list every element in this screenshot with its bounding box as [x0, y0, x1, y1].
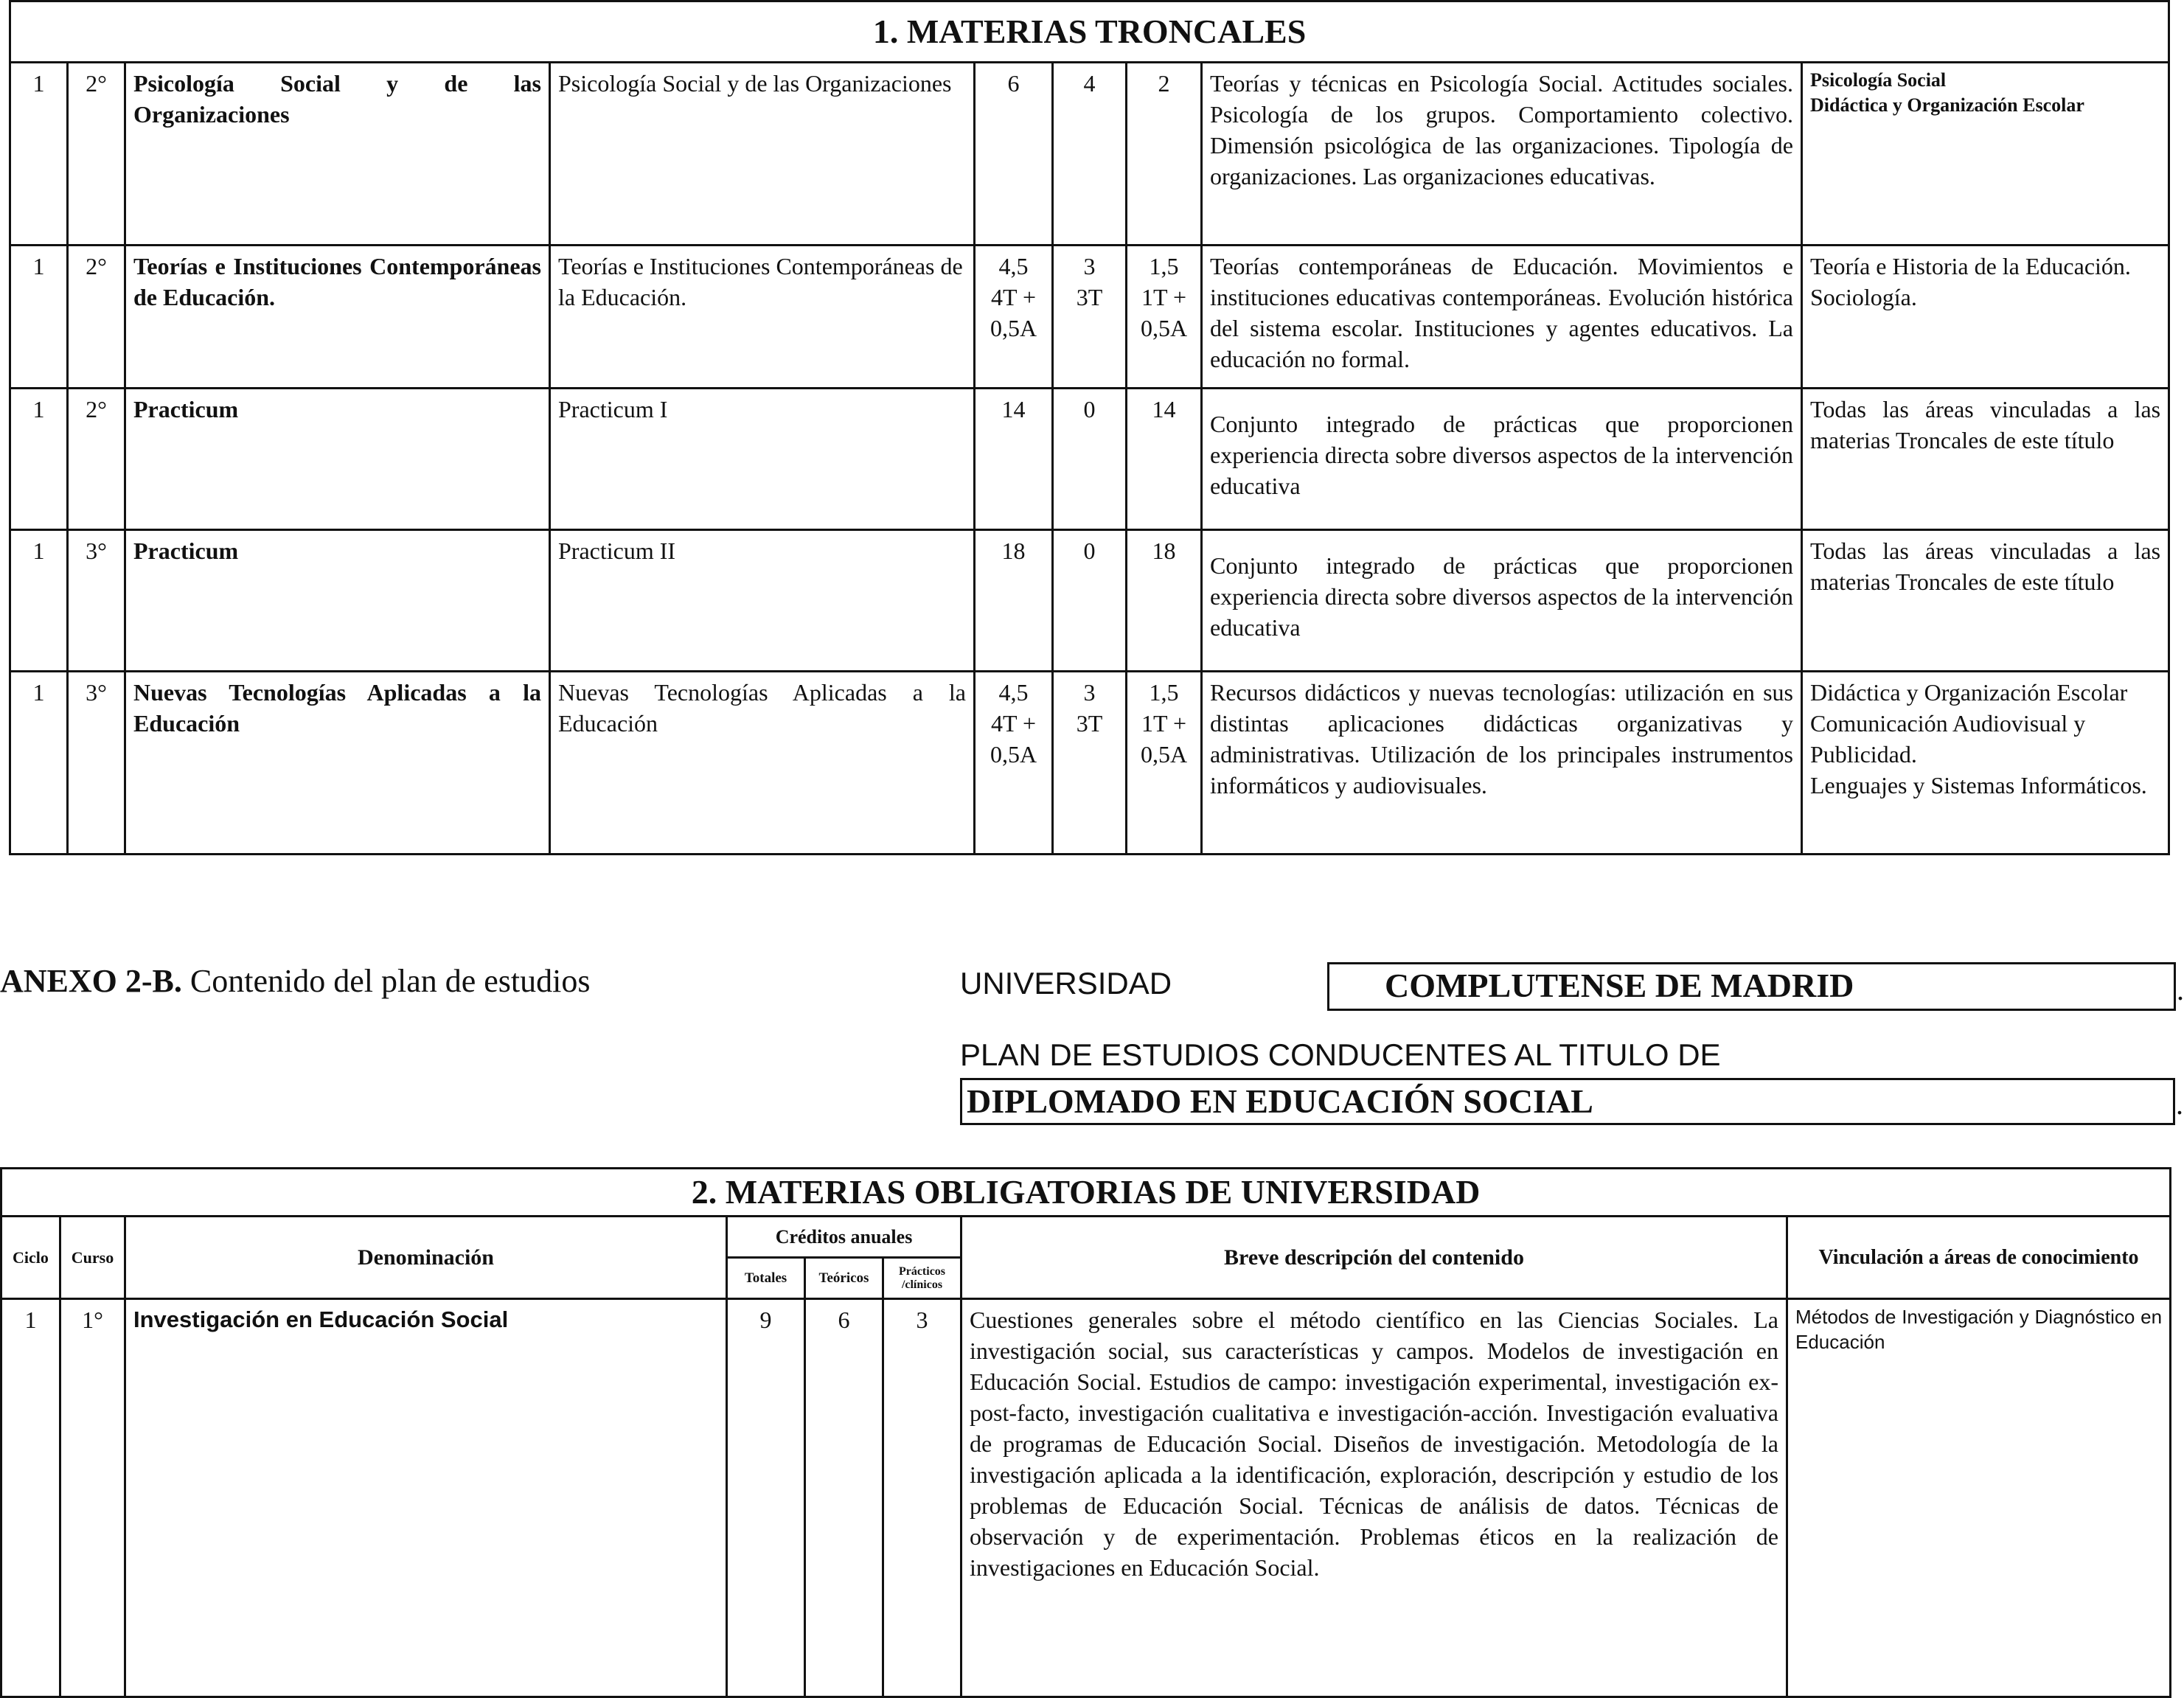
header-totales: Totales [727, 1258, 805, 1299]
practicos-cell: 1,5 1T + 0,5A [1127, 246, 1202, 389]
denominacion-cell: Investigación en Educación Social [125, 1299, 727, 1697]
denominacion-cell: Practicum [125, 389, 550, 530]
troncales-table [9, 0, 2170, 855]
table-row [10, 63, 2169, 246]
curso-cell: 2° [68, 389, 125, 530]
teoricos-cell: 3 3T [1053, 672, 1127, 855]
obligatorias-table [0, 1167, 2171, 1698]
header-practicos: Prácticos /clínicos [883, 1258, 961, 1299]
totales-cell: 6 [975, 63, 1053, 246]
ciclo-cell: 1 [10, 672, 68, 855]
degree-name: DIPLOMADO EN EDUCACIÓN SOCIAL [967, 1082, 1593, 1120]
annex-number: ANEXO 2-B. [0, 963, 182, 999]
header-curso: Curso [60, 1217, 125, 1299]
table-row [10, 389, 2169, 530]
curso-cell: 3° [68, 530, 125, 672]
descripcion-cell: Teorías y técnicas en Psicología Social. Actitudes sociales. Psicología de los grupos. Comportamiento colectivo. Dimensión psicológica de las organizaciones. Tipología de organizaciones. Las organizaciones educativas. [1202, 63, 1802, 246]
table-row [1, 1299, 2171, 1697]
header-teoricos: Teóricos [805, 1258, 883, 1299]
practicos-cell: 14 [1127, 389, 1202, 530]
teoricos-cell: 4 [1053, 63, 1127, 246]
denominacion-cell: Practicum [125, 530, 550, 672]
header-areas: Vinculación a áreas de conocimiento [1787, 1217, 2171, 1299]
totales-cell: 9 [727, 1299, 805, 1697]
header-denominacion: Denominación [125, 1217, 727, 1299]
degree-box [960, 1078, 2183, 1125]
university-label: UNIVERSIDAD [960, 966, 1172, 1001]
header-row [1, 1217, 2171, 1258]
areas-cell: Todas las áreas vinculadas a las materias Troncales de este título [1802, 530, 2169, 672]
teoricos-cell: 6 [805, 1299, 883, 1697]
annex-label [0, 962, 591, 1001]
curso-cell: 2° [68, 63, 125, 246]
totales-cell: 14 [975, 389, 1053, 530]
practicos-cell: 18 [1127, 530, 1202, 672]
plan-label: PLAN DE ESTUDIOS CONDUCENTES AL TITULO DE [960, 1037, 1721, 1072]
header-creditos: Créditos anuales [727, 1217, 961, 1258]
table-title: 1. MATERIAS TRONCALES [10, 1, 2169, 63]
descripcion-cell: Teorías contemporáneas de Educación. Movimientos e instituciones educativas contemporáneas. Evolución histórica del sistema escolar. Instituciones y agentes educativos. La educación no formal. [1202, 246, 1802, 389]
university-dot: . [2177, 973, 2184, 1006]
teoricos-cell: 0 [1053, 530, 1127, 672]
curso-cell: 1° [60, 1299, 125, 1697]
ciclo-cell: 1 [10, 246, 68, 389]
curso-cell: 2° [68, 246, 125, 389]
descripcion-cell: Conjunto integrado de prácticas que proporcionen experiencia directa sobre diversos aspectos de la intervención educativa [1202, 389, 1802, 530]
descripcion-cell: Cuestiones generales sobre el método científico en las Ciencias Sociales. La investigación social, sus características y campos. Modelos de investigación en Educación Social. Estudios de campo: investigación experimental, investigación ex-post-facto, investigación cualitativa e investigación-acción. Investigación evaluativa de programas de Educación Social. Diseños de investigación. Metodología de la investigación aplicada a la identificación, exploración, descripción y estudio de los problemas de Educación Social. Técnicas de análisis de datos. Técnicas de observación y de experimentación. Problemas éticos en la realización de investigaciones en Educación Social. [961, 1299, 1787, 1697]
denominacion-cell: Nuevas Tecnologías Aplicadas a la Educación [125, 672, 550, 855]
totales-cell: 4,5 4T + 0,5A [975, 672, 1053, 855]
asignatura-cell: Teorías e Instituciones Contemporáneas de la Educación. [550, 246, 975, 389]
annex-text: Contenido del plan de estudios [181, 963, 591, 999]
ciclo-cell: 1 [1, 1299, 60, 1697]
areas-cell: Didáctica y Organización Escolar Comunicación Audiovisual y Publicidad. Lenguajes y Sistemas Informáticos. [1802, 672, 2169, 855]
ciclo-cell: 1 [10, 389, 68, 530]
asignatura-cell: Nuevas Tecnologías Aplicadas a la Educación [550, 672, 975, 855]
teoricos-cell: 3 3T [1053, 246, 1127, 389]
university-box [1327, 962, 2184, 1011]
asignatura-cell: Psicología Social y de las Organizaciones [550, 63, 975, 246]
practicos-cell: 1,5 1T + 0,5A [1127, 672, 1202, 855]
descripcion-cell: Recursos didácticos y nuevas tecnologías: utilización en sus distintas aplicaciones didácticas organizativas y administrativas. Utilización de los principales instrumentos informáticos y audiovisuales. [1202, 672, 1802, 855]
practicos-cell: 3 [883, 1299, 961, 1697]
practicos-cell: 2 [1127, 63, 1202, 246]
table-row [10, 246, 2169, 389]
asignatura-cell: Practicum I [550, 389, 975, 530]
table-title: 2. MATERIAS OBLIGATORIAS DE UNIVERSIDAD [1, 1169, 2171, 1217]
header-ciclo: Ciclo [1, 1217, 60, 1299]
denominacion-cell: Teorías e Instituciones Contemporáneas de Educación. [125, 246, 550, 389]
teoricos-cell: 0 [1053, 389, 1127, 530]
areas-cell: Todas las áreas vinculadas a las materias Troncales de este título [1802, 389, 2169, 530]
header-descripcion: Breve descripción del contenido [961, 1217, 1787, 1299]
descripcion-cell: Conjunto integrado de prácticas que proporcionen experiencia directa sobre diversos aspectos de la intervención educativa [1202, 530, 1802, 672]
curso-cell: 3° [68, 672, 125, 855]
totales-cell: 4,5 4T + 0,5A [975, 246, 1053, 389]
totales-cell: 18 [975, 530, 1053, 672]
table-row [10, 672, 2169, 855]
ciclo-cell: 1 [10, 63, 68, 246]
degree-dot: . [2176, 1088, 2183, 1121]
asignatura-cell: Practicum II [550, 530, 975, 672]
ciclo-cell: 1 [10, 530, 68, 672]
areas-cell: Métodos de Investigación y Diagnóstico en Educación [1787, 1299, 2171, 1697]
areas-cell: Teoría e Historia de la Educación. Sociología. [1802, 246, 2169, 389]
table-row [10, 530, 2169, 672]
areas-cell: Psicología Social Didáctica y Organización Escolar [1802, 63, 2169, 246]
university-name: COMPLUTENSE DE MADRID [1385, 967, 1854, 1004]
denominacion-cell: Psicología Social y de las Organizaciones [125, 63, 550, 246]
